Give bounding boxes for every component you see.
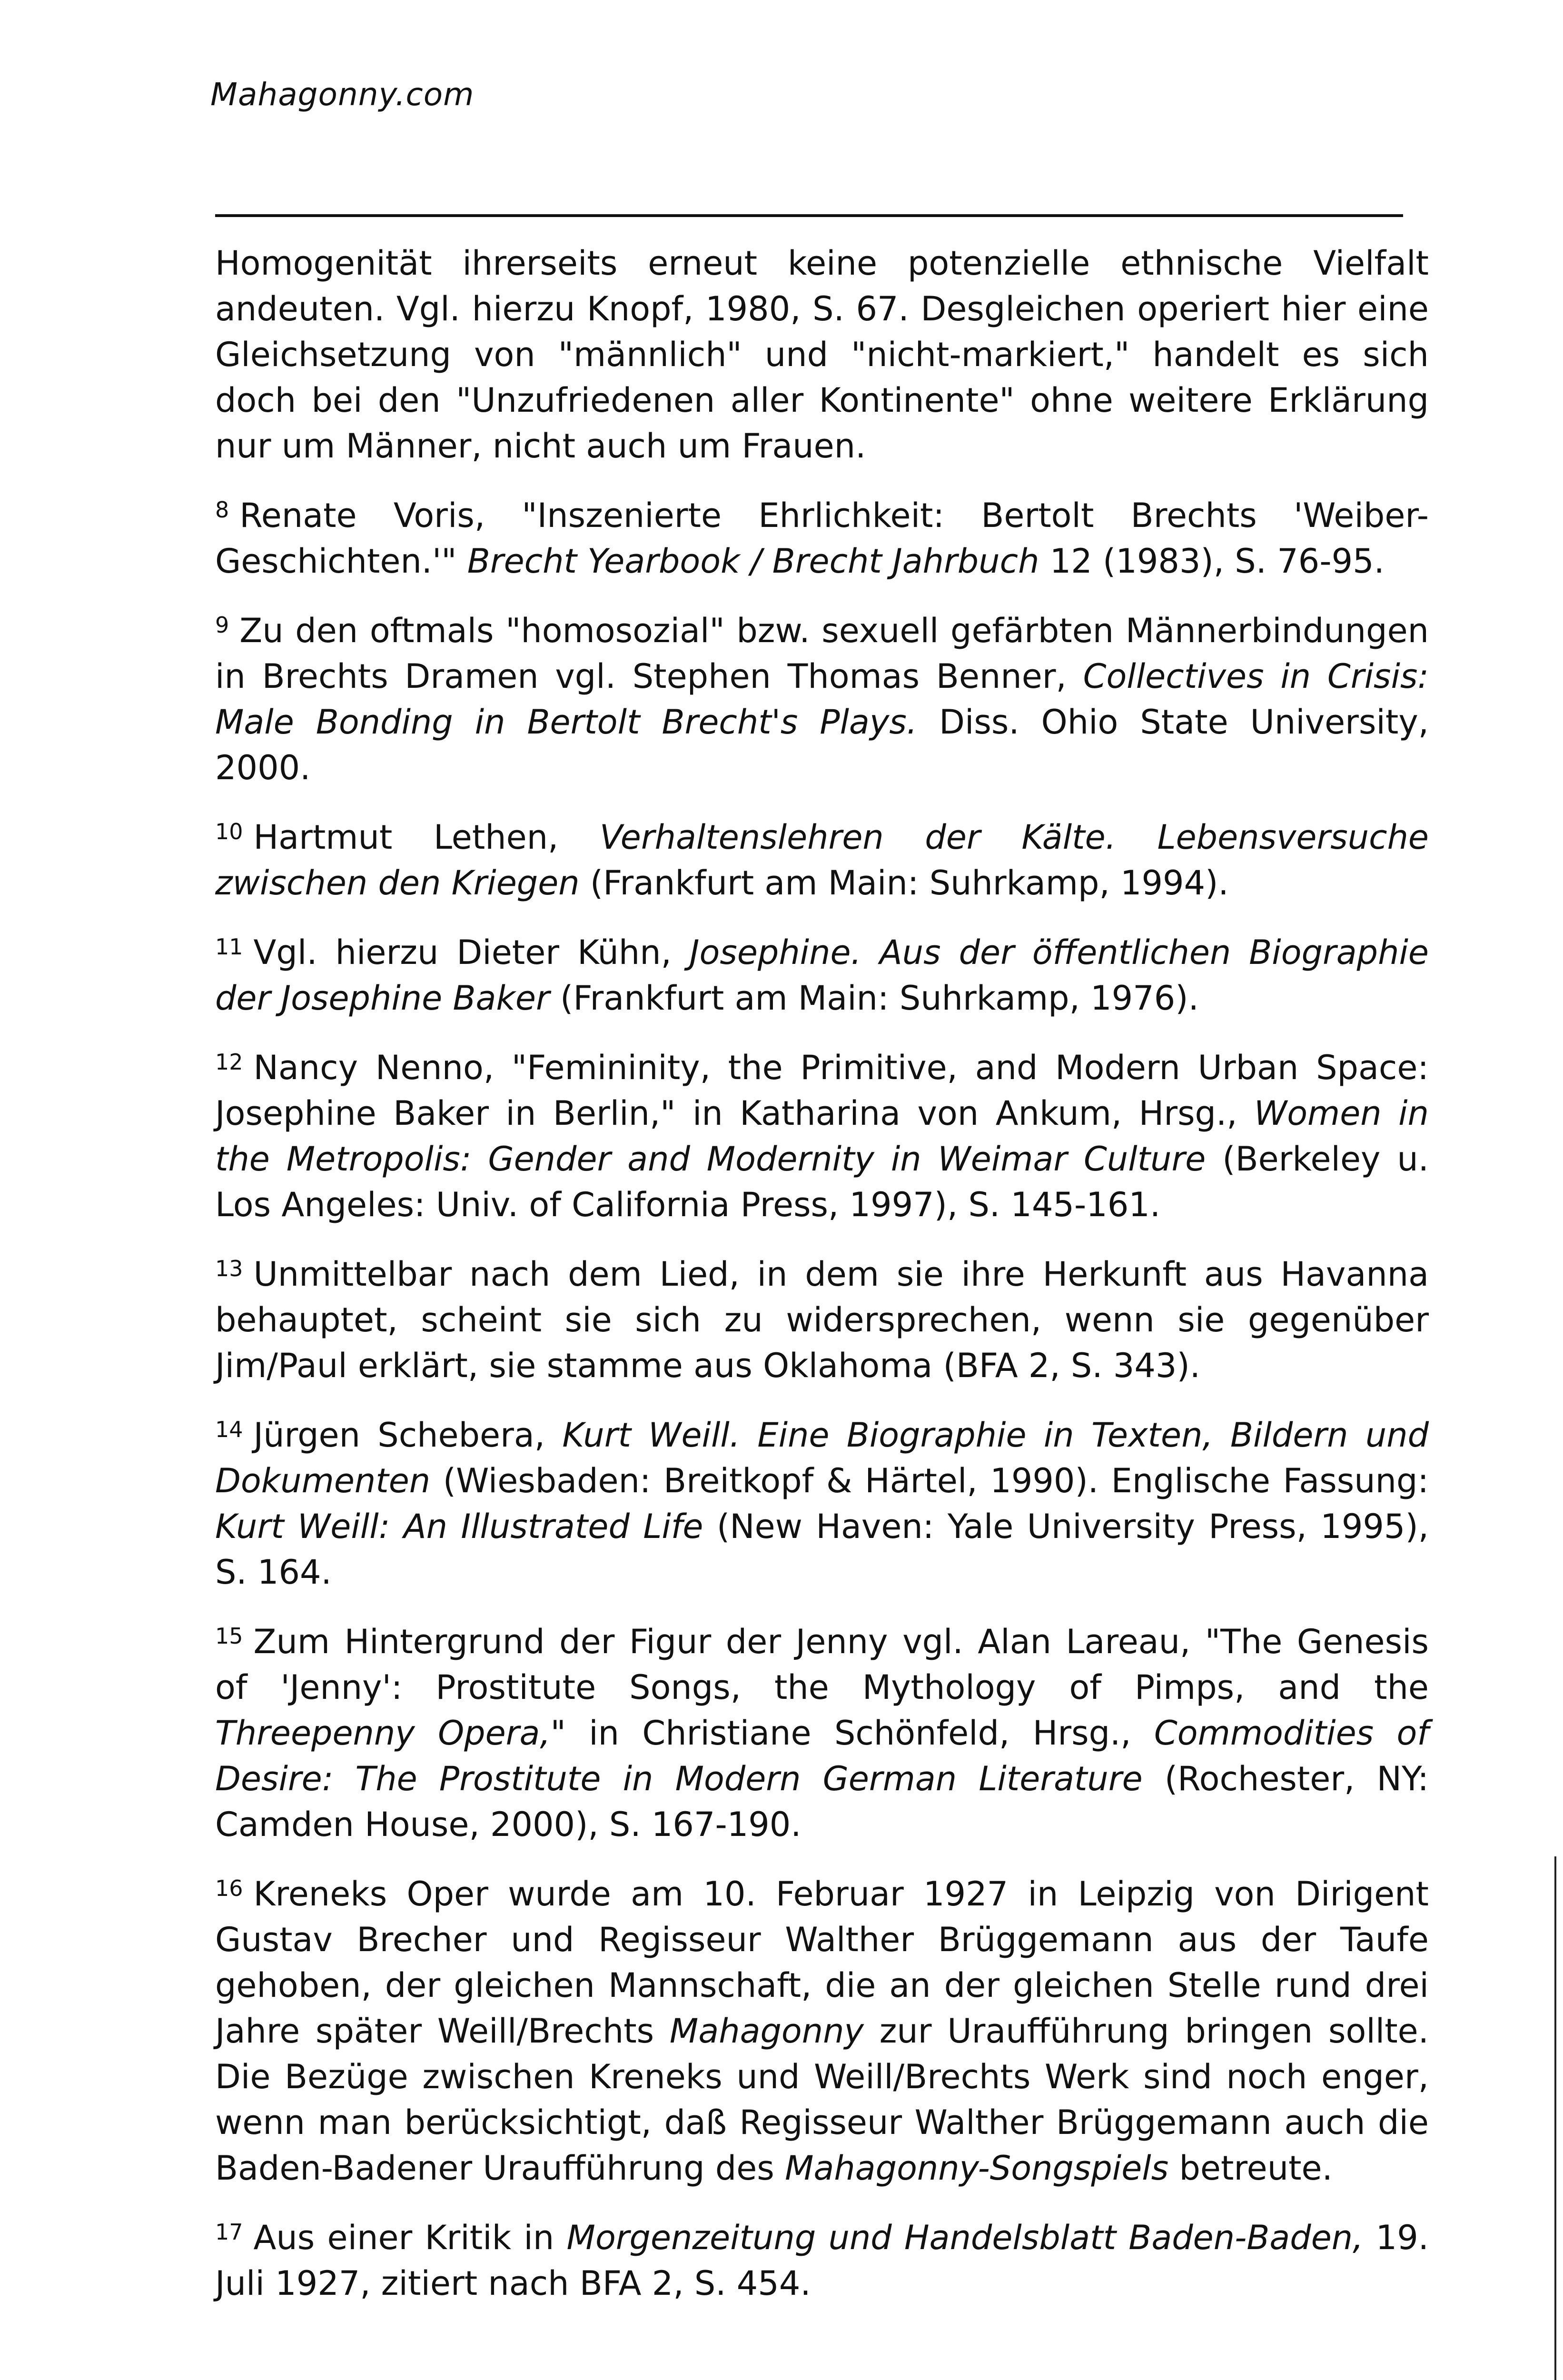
footnote-16: [215, 1865, 1429, 2191]
scan-edge-mark: [1554, 1856, 1556, 2380]
footnote-number: 15: [215, 1623, 243, 1649]
footnote-text: betreute.: [1168, 2149, 1333, 2188]
footnote-list: [215, 487, 1429, 2306]
footnote-text: 12 (1983), S. 76-95.: [1039, 542, 1385, 581]
footnotes-block: [215, 240, 1429, 2324]
footnote-number: 9: [215, 612, 229, 638]
header-rule: [215, 214, 1403, 217]
footnote-text: Jürgen Schebera,: [253, 1416, 563, 1455]
footnote-text: 19. Juli 1927, zitiert nach BFA 2, S. 454.: [215, 2218, 1429, 2303]
footnote-10: [215, 809, 1429, 906]
footnote-17: [215, 2209, 1429, 2306]
footnote-continuation: Homogenität ihrerseits erneut keine potenzielle ethnische Vielfalt andeuten. Vgl. hierzu Knopf, 1980, S. 67. Desgleichen operiert hier eine Gleichsetzung von "männlich" und "nicht-markiert," handelt es sich doch bei den "Unzufriedenen aller Kontinente" ohne weitere Erklärung nur um Männer, nicht auch um Frauen.: [215, 244, 1429, 466]
footnote-text: Vgl. hierzu Dieter Kühn,: [253, 933, 690, 972]
footnote-text: Renate Voris, "Inszenierte Ehrlichkeit: Bertolt Brechts 'Weiber-Geschichten.'": [215, 496, 1429, 581]
footnote-text: (Berkeley u. Los Angeles: Univ. of California Press, 1997), S. 145-161.: [215, 1140, 1429, 1224]
footnote-text: zur Uraufführung bringen sollte. Die Bezüge zwischen Kreneks und Weill/Brechts Werk sind noch enger, wenn man berücksichtigt, daß Regisseur Walther Brüggemann auch die Baden-Badener Uraufführung des: [215, 2012, 1429, 2188]
footnote-12: [215, 1039, 1429, 1228]
footnote-title: Commodities of Desire: The Prostitute in Modern German Literature: [215, 1714, 1429, 1798]
footnote-number: 12: [215, 1049, 243, 1075]
footnote-number: 16: [215, 1875, 243, 1901]
footnote-text: (Wiesbaden: Breitkopf & Härtel, 1990). Englische Fassung:: [430, 1461, 1429, 1500]
footnote-text: Aus einer Kritik in: [253, 2218, 567, 2257]
footnote-text: Unmittelbar nach dem Lied, in dem sie ihre Herkunft aus Havanna behauptet, scheint sie sich zu widersprechen, wenn sie gegenüber Jim/Paul erklärt, sie stamme aus Oklahoma (BFA 2, S. 343).: [215, 1255, 1429, 1385]
footnote-title: Brecht Yearbook / Brecht Jahrbuch: [467, 542, 1039, 581]
footnote-title: Threepenny Opera,: [215, 1714, 551, 1753]
footnote-14: [215, 1407, 1429, 1595]
footnote-8: [215, 487, 1429, 584]
footnote-number: 10: [215, 819, 243, 844]
footnote-text: " in Christiane Schönfeld, Hrsg.,: [550, 1714, 1154, 1753]
footnote-text: (New Haven: Yale University Press, 1995), S. 164.: [215, 1507, 1429, 1592]
footnote-number: 11: [215, 934, 243, 960]
footnote-text: Zu den oftmals "homosozial" bzw. sexuell gefärbten Männerbindungen in Brechts Dramen vgl. Stephen Thomas Benner,: [215, 611, 1429, 696]
footnote-title: Mahagonny: [669, 2012, 864, 2051]
footnote-title: Kurt Weill. Eine Biographie in Texten, Bildern und Dokumenten: [215, 1416, 1429, 1500]
footnote-title: Josephine. Aus der öffentlichen Biographie der Josephine Baker: [215, 933, 1429, 1018]
footnote-title: Kurt Weill: An Illustrated Life: [215, 1507, 703, 1546]
footnote-number: 14: [215, 1417, 243, 1442]
footnote-title: Morgenzeitung und Handelsblatt Baden-Baden,: [566, 2218, 1364, 2257]
footnote-11: [215, 924, 1429, 1021]
footnote-text: (Frankfurt am Main: Suhrkamp, 1976).: [549, 979, 1199, 1018]
footnote-text: (Frankfurt am Main: Suhrkamp, 1994).: [579, 863, 1229, 902]
footnote-title: Collectives in Crisis: Male Bonding in Bertolt Brecht's Plays.: [215, 657, 1429, 742]
footnote-title: Mahagonny-Songspiels: [785, 2149, 1169, 2188]
footnote-text: Hartmut Lethen,: [253, 818, 600, 857]
footnote-title: Women in the Metropolis: Gender and Modernity in Weimar Culture: [215, 1094, 1429, 1179]
footnote-number: 13: [215, 1256, 243, 1281]
footnote-15: [215, 1613, 1429, 1847]
footnote-number: 8: [215, 497, 229, 523]
footnote-text: (Rochester, NY: Camden House, 2000), S. 167-190.: [215, 1759, 1429, 1844]
running-header: Mahagonny.com: [210, 76, 475, 113]
footnote-text: Diss. Ohio State University, 2000.: [215, 703, 1429, 787]
footnote-title: Verhaltenslehren der Kälte. Lebensversuche zwischen den Kriegen: [215, 818, 1429, 902]
footnote-text: Zum Hintergrund der Figur der Jenny vgl. Alan Lareau, "The Genesis of 'Jenny': Prostitute Songs, the Mythology of Pimps, and the: [215, 1622, 1429, 1707]
footnote-13: [215, 1246, 1429, 1388]
footnote-number: 17: [215, 2219, 243, 2245]
footnote-text: Kreneks Oper wurde am 10. Februar 1927 in Leipzig von Dirigent Gustav Brecher und Regisseur Walther Brüggemann aus der Taufe gehoben, der gleichen Mannschaft, die an der gleichen Stelle rund drei Jahre später Weill/Brechts: [215, 1874, 1429, 2051]
footnote-text: Nancy Nenno, "Femininity, the Primitive, and Modern Urban Space: Josephine Baker in Berlin," in Katharina von Ankum, Hrsg.,: [215, 1048, 1429, 1133]
footnote-9: [215, 602, 1429, 791]
